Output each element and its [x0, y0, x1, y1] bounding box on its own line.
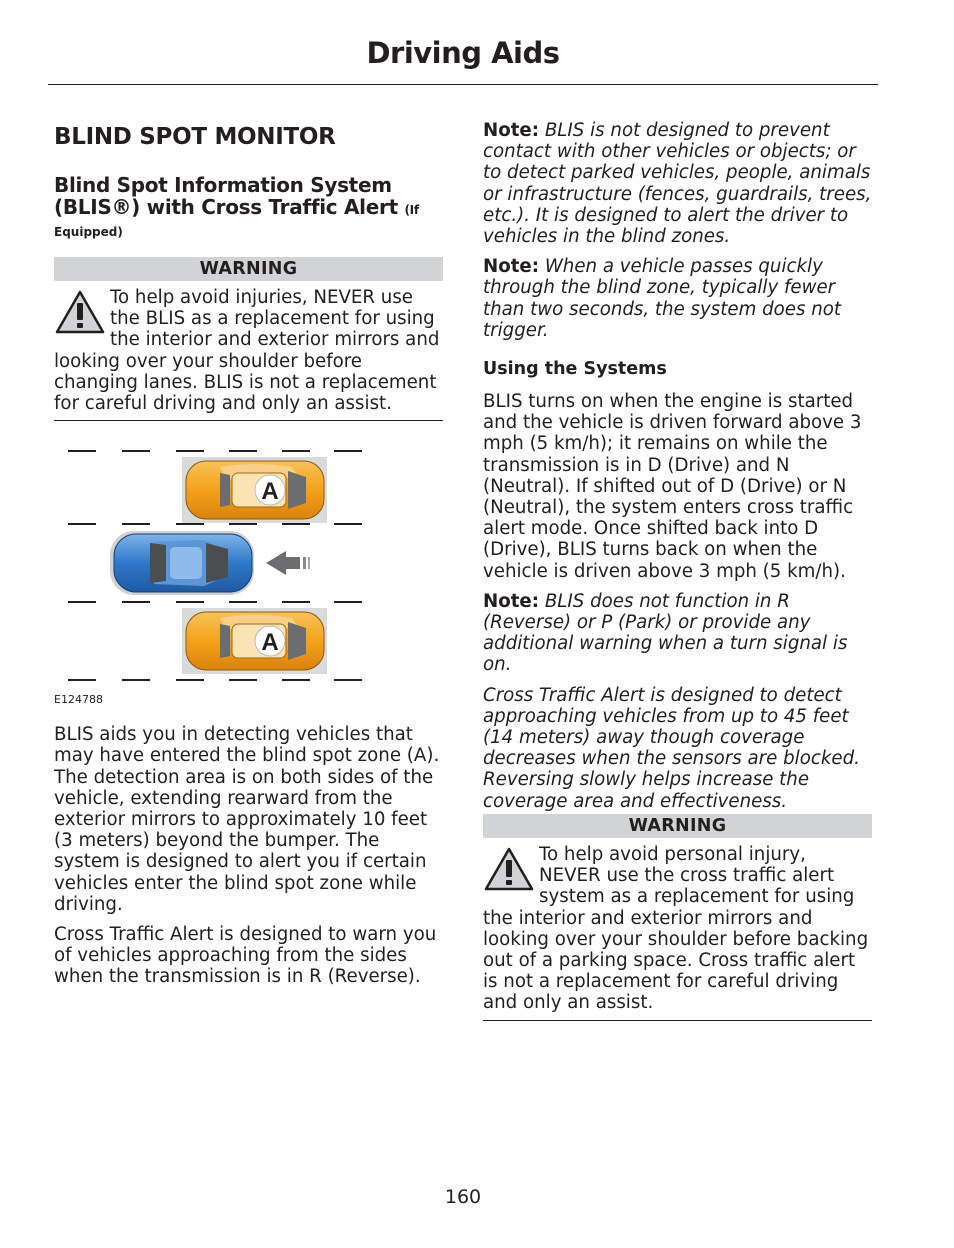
left-paragraph-1: BLIS aids you in detecting vehicles that may have entered the blind spot zone (A). The detection area is on both sides of the vehicle, extending rearward from the exterior mirrors to approximately 10 feet (3 meters) beyond the bumper. The system is designed to alert you if certain vehicles enter the blind spot zone while driving. — [54, 724, 440, 915]
warning-heading-2: WARNING — [483, 814, 872, 838]
warning-heading: WARNING — [54, 257, 443, 281]
header-rule — [48, 84, 878, 85]
note-2 — [483, 256, 872, 341]
cross-traffic-paragraph: Cross Traffic Alert is designed to detect approaching vehicles from up to 45 feet (14 meters) away though coverage decreases when the sensors are blocked. Reversing slowly helps increase the coverage area and effectiveness. — [483, 684, 860, 812]
using-systems-title: Using the Systems — [483, 359, 667, 380]
note-3-text: BLIS does not function in R (Reverse) or P (Park) or provide any additional warning when a turn signal is on. — [483, 590, 848, 676]
subsection-title-small: (If — [404, 203, 419, 217]
warning-box-2 — [483, 844, 872, 1014]
warning-triangle-icon — [483, 846, 535, 892]
note-2-label: Note: — [483, 256, 540, 278]
note-3-label: Note: — [483, 590, 540, 612]
note-1-label: Note: — [483, 120, 540, 141]
figure-id: E124788 — [54, 693, 103, 707]
left-paragraph-2: Cross Traffic Alert is designed to warn you of vehicles approaching from the sides when the transmission is in R (Reverse). — [54, 924, 437, 988]
warning-box — [54, 287, 443, 414]
zone-label-bottom: A — [261, 629, 279, 657]
using-systems-paragraph: BLIS turns on when the engine is started and the vehicle is driven forward above 3 mph (5 km/h); it remains on while the transmission is in D (Drive) and N (Neutral). If shifted out of D (Drive) or N (Neutral), the system enters cross traffic alert mode. Once shifted back into D (Drive), BLIS turns back on when the vehicle is driven above 3 mph (5 km/h). — [483, 391, 862, 582]
blind-spot-diagram — [54, 439, 443, 691]
section-title: BLIND SPOT MONITOR — [54, 124, 336, 150]
page-number: 160 — [444, 1186, 482, 1208]
approaching-arrow-icon — [266, 551, 310, 575]
note-1-text: BLIS is not designed to prevent contact with other vehicles or objects; or to detect parked vehicles, people, animals or infrastructure (fences, guardrails, trees, etc.). It is designed to alert the driver to vehicles in the blind zones. — [483, 120, 872, 248]
warning-text-2: To help avoid personal injury, NEVER use the cross traffic alert system as a replacement for using the interior and exterior mirrors and looking over your shoulder before backing out of a parking space. Cross traffic alert is not a replacement for careful driving and only an assist. — [483, 843, 869, 1014]
subsection-title — [54, 174, 443, 221]
warning-triangle-icon — [54, 289, 106, 335]
subsection-title-tail: Equipped) — [54, 225, 123, 239]
note-1 — [483, 120, 872, 247]
zone-label-top: A — [261, 478, 279, 506]
page-header-title: Driving Aids — [366, 36, 560, 70]
zone-car-bottom — [186, 612, 324, 670]
warning-text: To help avoid injuries, NEVER use the BLIS as a replacement for using the interior and exterior mirrors and looking over your shoulder before changing lanes. BLIS is not a replacement for careful driving and only an assist. — [54, 287, 440, 415]
blind-spot-diagram-graphic — [54, 439, 443, 691]
note-3 — [483, 591, 872, 676]
subsection-title-main: Blind Spot Information System (BLIS®) with Cross Traffic Alert — [54, 173, 398, 219]
note-2-text: When a vehicle passes quickly through the blind zone, typically fewer than two seconds, the system does not trigger. — [483, 256, 841, 341]
warning-bottom-rule-2 — [483, 1020, 872, 1021]
left-column — [54, 120, 443, 988]
own-car — [110, 531, 254, 595]
zone-car-top — [186, 461, 324, 519]
right-column — [483, 120, 872, 1021]
